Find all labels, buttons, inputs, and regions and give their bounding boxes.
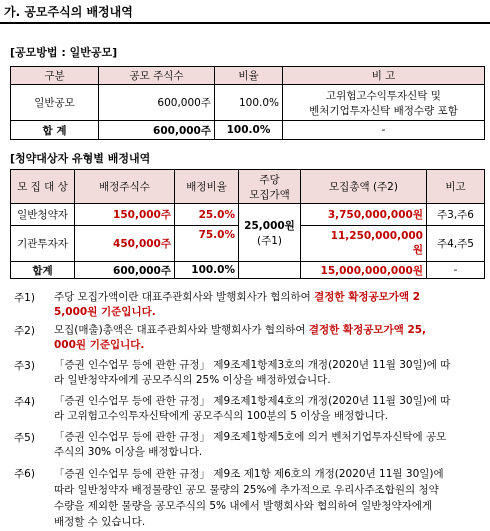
footnote-text-line: 주식의 30% 이상을 배정합니다. [54,446,203,458]
total-note-2: - [427,262,485,279]
table2-title: [청약대상자 유형별 배정내역 [10,152,151,165]
heading-rule [0,22,490,24]
footnote-text-line: 라 고위험고수익투자신탁에게 공모주식의 100분의 5 이상을 배정합니다. [54,410,389,422]
row-category: 일반공모 [11,85,99,121]
target-institution: 기관투자자 [11,226,75,262]
col-alloc-shares: 배정주식수 [75,170,175,204]
col-shares: 공모 주식수 [99,67,215,85]
footnote-label: 주3) [14,360,35,372]
amount-institution [301,226,427,262]
total-price-empty [239,262,301,279]
row-remark [283,85,485,121]
ratio-institution: 75.0% [175,226,239,262]
total-row [11,121,485,140]
shares-retail: 150,000주 [75,204,175,226]
footnote-text [54,323,479,353]
table-row [11,85,485,121]
amount-retail: 3,750,000,000원 [301,204,427,226]
footnote-label: 주6) [14,468,35,480]
footnote-text-line: 배정할 수 있습니다. [54,516,146,528]
footnote-text-highlight: 5,000원 기준입니다. [54,306,156,318]
note-retail: 주3,주6 [427,204,485,226]
total-label: 합 계 [11,121,99,140]
col-ratio: 비율 [215,67,283,85]
price-footnote: (주1) [256,234,283,247]
footnote-text [54,394,479,424]
footnote-label: 주2) [14,325,35,337]
allocation-table [10,169,485,279]
amount-institution-line1: 11,250,000,000 [330,230,423,242]
row-ratio: 100.0% [215,85,283,121]
price-cell [239,204,301,262]
total-remark: - [283,121,485,140]
total-label-2: 합계 [11,262,75,279]
col-amount: 모집총액 (주2) [301,170,427,204]
footnote-text-line: 「증권 인수업무 등에 관한 규정」 제9조제1항제5호에 의거 벤처기업투자신탁에 공모 [54,431,447,443]
table1-title: [공모방법 : 일반공모] [10,46,118,59]
footnote-label: 주4) [14,396,35,408]
row-shares: 600,000주 [99,85,215,121]
price-value: 25,000원 [244,219,295,232]
footnote-label: 주1) [14,292,35,304]
footnote-text-highlight: 결정한 확정공모가액 2 [314,291,421,303]
col-category: 구분 [11,67,99,85]
footnote-text-line: 「증권 인수업무 등에 관한 규정」 제9조제1항제4호의 개정(2020년 11월 30일)에 따 [54,395,451,407]
footnote-text [54,466,479,530]
amount-institution-line2: 원 [412,244,423,256]
footnote-text-line: 「증권 인수업무 등에 관한 규정」 제9조 제1항 제6호의 개정(2020년 11월 30일)에 [54,468,444,480]
footnote-label: 주5) [14,432,35,444]
footnote-text-line: 따라 일반청약자 배정물량인 공모 물량의 25%에 추가적으로 우리사주조합원의 청약 [54,484,439,496]
col-target: 모 집 대 상 [11,170,75,204]
offering-method-table [10,66,485,140]
col-alloc-ratio: 배정비율 [175,170,239,204]
col-price-line1: 주당 [259,173,280,186]
footnote-text-highlight: 000원 기준입니다. [54,339,145,351]
section-heading: 가. 공모주식의 배정내역 [4,5,133,19]
col-price [239,170,301,204]
footnote-text-plain: 주당 모집가액이란 대표주관회사와 발행회사가 협의하여 [54,291,315,303]
target-retail: 일반청약자 [11,204,75,226]
col-remark: 비 고 [283,67,485,85]
footnote-text [54,430,479,460]
table-row [11,204,485,226]
total-shares-2: 600,000주 [75,262,175,279]
footnote-text [54,358,479,388]
footnote-text [54,290,479,320]
note-institution: 주4,주5 [427,226,485,262]
total-shares: 600,000주 [99,121,215,140]
remark-line2: 벤처기업투자신탁 배정수량 포함 [309,104,458,117]
col-price-line2: 모집가액 [249,188,290,201]
footnote-text-line: 수량을 제외한 물량을 공모주식의 5% 내에서 발행회사와 협의하여 일반청약자에게 [54,500,433,512]
total-row [11,262,485,279]
footnote-text-line: 「증권 인수업무 등에 관한 규정」 제9조제1항제3호의 개정(2020년 11월 30일)에 따 [54,359,451,371]
total-ratio-2: 100.0% [175,262,239,279]
footnote-text-highlight: 결정한 확정공모가액 25, [308,324,427,336]
footnote-text-plain: 모집(매출)총액은 대표주관회사와 발행회사가 협의하여 [54,324,309,336]
ratio-retail: 25.0% [175,204,239,226]
total-amount: 15,000,000,000원 [301,262,427,279]
total-ratio: 100.0% [215,121,283,140]
remark-line1: 고위험고수익투자신탁 및 [326,89,441,102]
shares-institution: 450,000주 [75,226,175,262]
footnote-text-line: 라 일반청약자에게 공모주식의 25% 이상을 배정하였습니다. [54,374,331,386]
col-note: 비고 [427,170,485,204]
